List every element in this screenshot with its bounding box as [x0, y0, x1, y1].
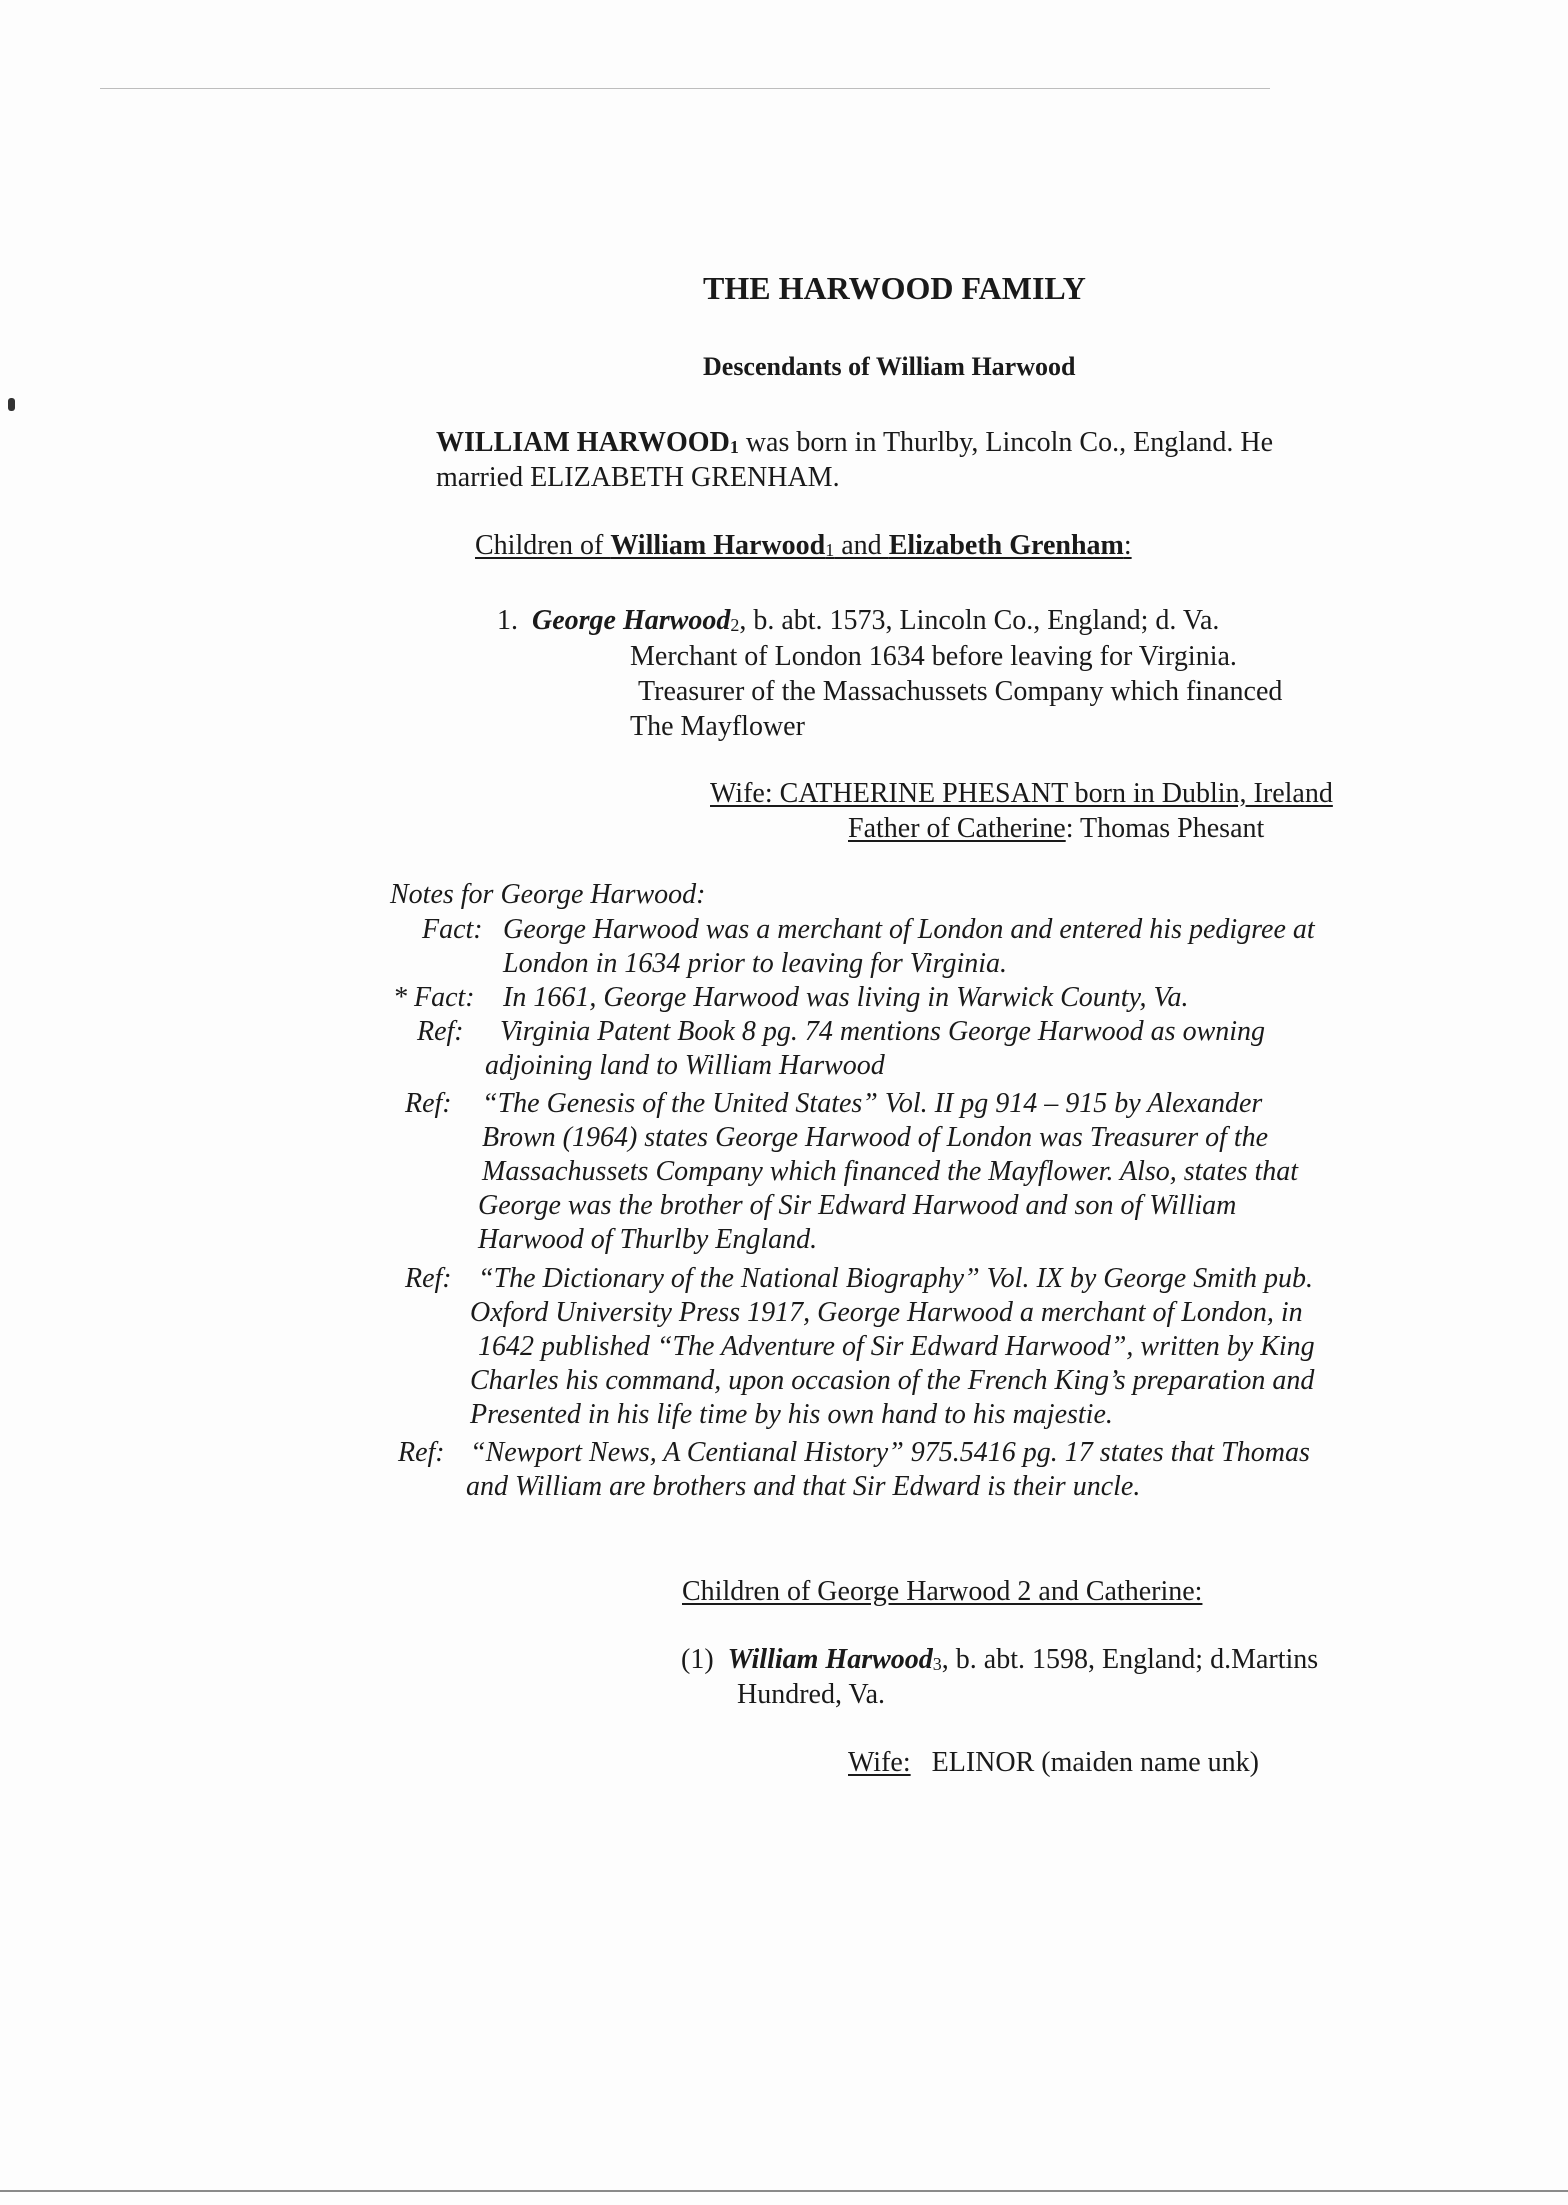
heading-prefix: Children of: [475, 530, 611, 561]
grandchild-1-wife: [848, 1745, 1259, 1780]
wife-value: ELINOR (maiden name unk): [931, 1747, 1259, 1778]
grandchild-1-details: , b. abt. 1598, England; d.Martins: [941, 1644, 1319, 1675]
note-1-line-1: George Harwood was a merchant of London and entered his pedigree at: [503, 914, 1315, 945]
note-1-line-2: London in 1634 prior to leaving for Virginia.: [503, 948, 1008, 979]
heading-mother: Elizabeth Grenham: [888, 530, 1124, 561]
intro-line-2: married ELIZABETH GRENHAM.: [436, 462, 840, 493]
note-5-line-2: Oxford University Press 1917, George Harwood a merchant of London, in: [470, 1297, 1303, 1328]
scan-bottom-line: [0, 2190, 1568, 2192]
child-1-father-of-wife: [848, 811, 1264, 846]
heading-father: William Harwood: [610, 530, 826, 561]
note-6-label: Ref:: [398, 1437, 445, 1468]
father-label: Father of Catherine: [848, 813, 1066, 844]
note-5-line-3: 1642 published “The Adventure of Sir Edward Harwood”, written by King: [478, 1331, 1315, 1362]
child-1-number: 1.: [497, 605, 518, 636]
note-3-label: Ref:: [417, 1016, 464, 1047]
father-value: : Thomas Phesant: [1065, 813, 1265, 844]
note-4-label: Ref:: [405, 1088, 452, 1119]
note-4-line-2: Brown (1964) states George Harwood of London was Treasurer of the: [482, 1122, 1269, 1153]
intro-name: WILLIAM HARWOOD: [436, 427, 730, 458]
grandchild-1-line-1: [681, 1642, 1318, 1682]
child-1-line-2: Merchant of London 1634 before leaving for Virginia.: [630, 641, 1237, 672]
note-6-line-1: “Newport News, A Centianal History” 975.5416 pg. 17 states that Thomas: [470, 1437, 1310, 1468]
note-4-line-4: George was the brother of Sir Edward Harwood and son of William: [478, 1190, 1237, 1221]
scan-top-line: [100, 88, 1270, 89]
heading-and: and: [834, 530, 889, 561]
notes-heading: Notes for George Harwood:: [390, 879, 706, 910]
note-2-line-1: In 1661, George Harwood was living in Warwick County, Va.: [503, 982, 1189, 1013]
grandchild-1-gen: 3: [932, 1654, 942, 1674]
child-1-name: George Harwood: [532, 605, 731, 636]
note-5-line-5: Presented in his life time by his own hand to his majestie.: [470, 1399, 1113, 1430]
document-title: THE HARWOOD FAMILY: [703, 270, 1086, 306]
note-4-line-3: Massachussets Company which financed the Mayflower. Also, states that: [482, 1156, 1299, 1187]
intro-line-1: [436, 425, 1273, 465]
note-4-line-5: Harwood of Thurlby England.: [478, 1224, 818, 1255]
child-1-line-1: [497, 603, 1219, 643]
heading-suffix: :: [1123, 530, 1132, 561]
note-5-line-1: “The Dictionary of the National Biography” Vol. IX by George Smith pub.: [478, 1263, 1314, 1294]
note-3-line-2: adjoining land to William Harwood: [485, 1050, 885, 1081]
children-heading-2: Children of George Harwood 2 and Catherine:: [682, 1576, 1203, 1607]
scan-speck: [8, 398, 15, 411]
note-4-line-1: “The Genesis of the United States” Vol. II pg 914 – 915 by Alexander: [482, 1088, 1263, 1119]
grandchild-1-number: (1): [681, 1644, 714, 1675]
child-1-line-3: Treasurer of the Massachussets Company which financed: [638, 676, 1283, 707]
children-heading-1: [475, 528, 1132, 568]
intro-gen: 1: [729, 437, 739, 457]
note-5-label: Ref:: [405, 1263, 452, 1294]
child-1-wife: Wife: CATHERINE PHESANT born in Dublin, Ireland: [710, 778, 1333, 809]
child-1-details: , b. abt. 1573, Lincoln Co., England; d. Va.: [739, 605, 1220, 636]
heading-father-gen: 1: [825, 540, 835, 560]
wife-label: Wife:: [848, 1747, 911, 1778]
document-subtitle: Descendants of William Harwood: [703, 352, 1076, 381]
child-1-gen: 2: [730, 615, 740, 635]
grandchild-1-line-2: Hundred, Va.: [737, 1679, 886, 1710]
grandchild-1-name: William Harwood: [727, 1644, 933, 1675]
note-2-label: * Fact:: [393, 982, 475, 1013]
intro-text: was born in Thurlby, Lincoln Co., England. He: [738, 427, 1274, 458]
note-1-label: Fact:: [422, 914, 483, 945]
child-1-line-4: The Mayflower: [630, 711, 805, 742]
note-6-line-2: and William are brothers and that Sir Edward is their uncle.: [466, 1471, 1141, 1502]
note-3-line-1: Virginia Patent Book 8 pg. 74 mentions George Harwood as owning: [500, 1016, 1266, 1047]
note-5-line-4: Charles his command, upon occasion of the French King’s preparation and: [470, 1365, 1315, 1396]
